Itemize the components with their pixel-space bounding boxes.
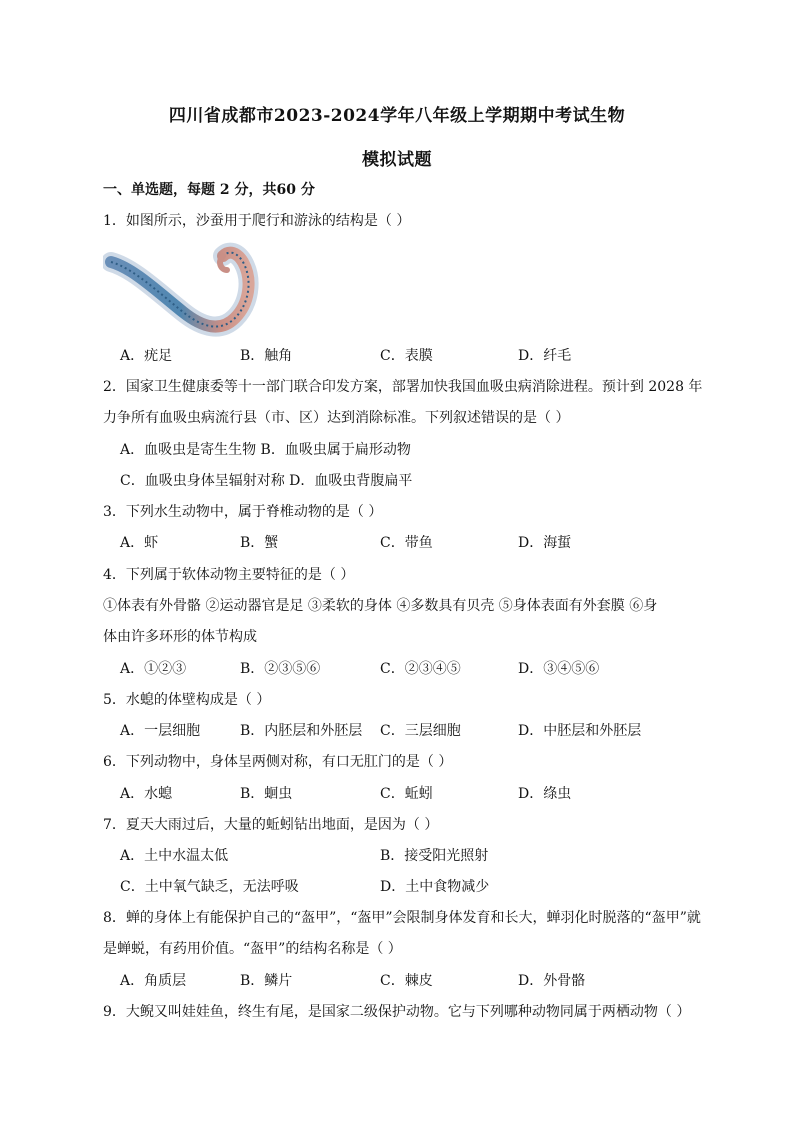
exam-title-line1: 四川省成都市2023-2024学年八年级上学期期中考试生物 xyxy=(168,106,626,126)
question-8-option-a: A．角质层 xyxy=(120,973,187,989)
question-7-option-a: A．土中水温太低 xyxy=(120,848,229,864)
section-heading: 一、单选题，每题 2 分，共60 分 xyxy=(103,182,315,198)
question-1-option-d: D．纤毛 xyxy=(518,348,572,364)
question-3-stem: 3．下列水生动物中，属于脊椎动物的是（ ） xyxy=(103,504,383,520)
question-2-stem-line1: 2．国家卫生健康委等十一部门联合印发方案，部署加快我国血吸虫病消除进程。预计到 2028 年 xyxy=(103,379,703,395)
question-7-option-d: D．土中食物减少 xyxy=(380,879,490,895)
question-6-option-d: D．绦虫 xyxy=(518,786,572,802)
question-4-stem: 4．下列属于软体动物主要特征的是（ ） xyxy=(103,567,355,583)
question-4-option-a: A．①②③ xyxy=(120,661,187,677)
question-1-option-a: A．疣足 xyxy=(120,348,173,364)
question-4-desc-line1: ①体表有外骨骼 ②运动器官是足 ③柔软的身体 ④多数具有贝壳 ⑤身体表面有外套膜 ⑥身 xyxy=(103,598,658,614)
question-8-stem-line1: 8．蝉的身体上有能保护自己的“盔甲”，“盔甲”会限制身体发育和长大，蝉羽化时脱落的“盔甲”就 xyxy=(103,910,701,926)
exam-title-line2: 模拟试题 xyxy=(362,150,432,170)
question-5-option-a: A．一层细胞 xyxy=(120,723,201,739)
question-6-stem: 6．下列动物中，身体呈两侧对称，有口无肛门的是（ ） xyxy=(103,754,453,770)
question-6-option-c: C．蚯蚓 xyxy=(380,786,433,802)
question-1-option-b: B．触角 xyxy=(240,348,293,364)
sandworm-image xyxy=(103,240,271,338)
question-5-option-c: C．三层细胞 xyxy=(380,723,461,739)
question-4-option-b: B．②③⑤⑥ xyxy=(240,661,321,677)
question-7-stem: 7．夏天大雨过后，大量的蚯蚓钻出地面，是因为（ ） xyxy=(103,817,439,833)
question-2-options-line2: C．血吸虫身体呈辐射对称 D．血吸虫背腹扁平 xyxy=(120,473,413,489)
question-8-option-c: C．棘皮 xyxy=(380,973,433,989)
question-7-option-b: B．接受阳光照射 xyxy=(380,848,489,864)
question-5-option-b: B．内胚层和外胚层 xyxy=(240,723,363,739)
question-3-option-c: C．带鱼 xyxy=(380,535,433,551)
question-3-option-a: A．虾 xyxy=(120,535,159,551)
question-6-option-a: A．水螅 xyxy=(120,786,173,802)
question-4-option-d: D．③④⑤⑥ xyxy=(518,661,600,677)
question-4-option-c: C．②③④⑤ xyxy=(380,661,461,677)
question-2-stem-line2: 力争所有血吸虫病流行县（市、区）达到消除标准。下列叙述错误的是（ ） xyxy=(103,410,570,426)
question-1-stem: 1．如图所示，沙蚕用于爬行和游泳的结构是（ ） xyxy=(103,213,411,229)
question-7-option-c: C．土中氧气缺乏，无法呼吸 xyxy=(120,879,299,895)
question-6-option-b: B．蛔虫 xyxy=(240,786,293,802)
question-2-options-line1: A．血吸虫是寄生生物 B．血吸虫属于扁形动物 xyxy=(120,442,411,458)
question-8-stem-line2: 是蝉蜕，有药用价值。“盔甲”的结构名称是（ ） xyxy=(103,941,402,957)
question-8-option-b: B．鳞片 xyxy=(240,973,293,989)
question-9-stem: 9．大鲵又叫娃娃鱼，终生有尾，是国家二级保护动物。它与下列哪种动物同属于两栖动物（ ） xyxy=(103,1004,691,1020)
question-1-option-c: C．表膜 xyxy=(380,348,433,364)
question-4-desc-line2: 体由许多环形的体节构成 xyxy=(103,629,257,645)
question-3-option-b: B．蟹 xyxy=(240,535,279,551)
question-5-stem: 5．水螅的体壁构成是（ ） xyxy=(103,692,271,708)
question-8-option-d: D．外骨骼 xyxy=(518,973,586,989)
question-3-option-d: D．海蜇 xyxy=(518,535,572,551)
question-5-option-d: D．中胚层和外胚层 xyxy=(518,723,642,739)
